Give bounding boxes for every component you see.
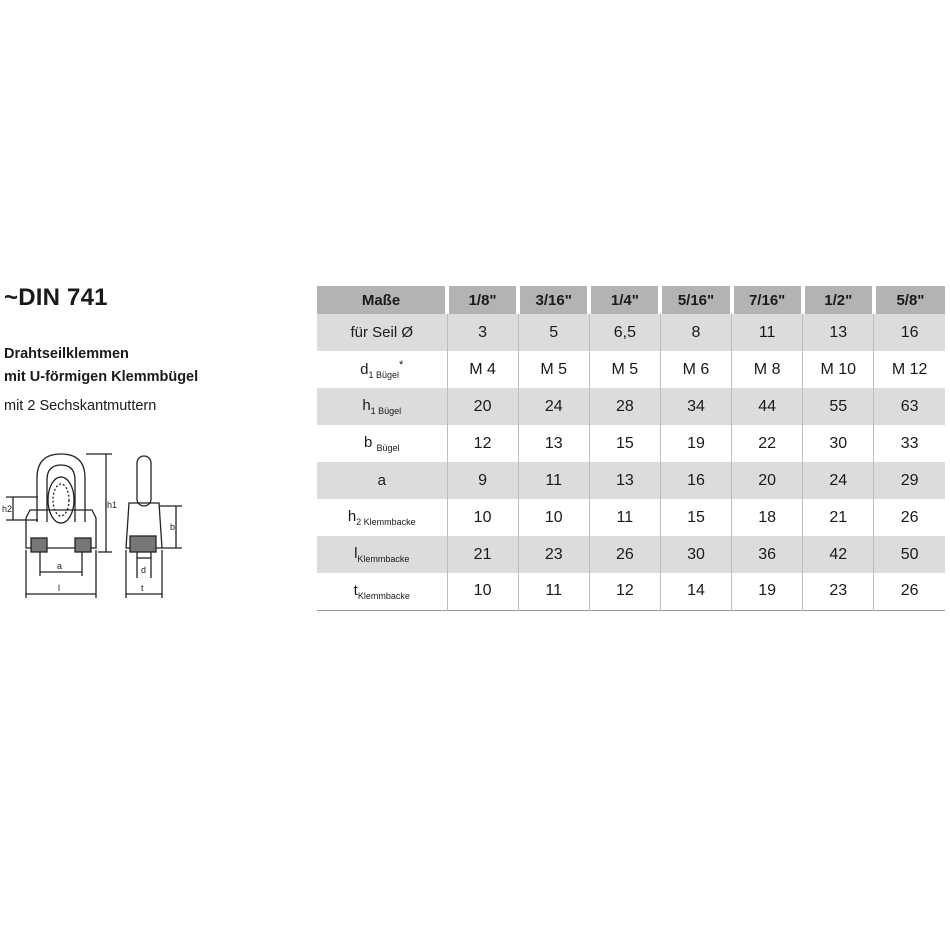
header-col: 1/8": [447, 286, 518, 314]
table-row: [317, 388, 945, 425]
row-label-sub: 1 Bügel: [368, 370, 400, 380]
table-cell: 33: [900, 434, 919, 452]
table-cell: 12: [589, 573, 660, 610]
table-cell: 26: [589, 536, 660, 573]
row-label-main: b: [363, 434, 377, 451]
dimensions-table: [317, 286, 945, 611]
table-cell: 23: [803, 573, 874, 610]
table-cell: 29: [900, 471, 919, 489]
table-cell: M 4: [447, 351, 518, 388]
row-label-main: h: [347, 508, 357, 525]
subtitle-line-1: Drahtseilklemmen: [4, 346, 129, 362]
table-cell: 19: [660, 425, 731, 462]
row-label: [317, 499, 447, 536]
table-cell: M 6: [660, 351, 731, 388]
label-a: a: [57, 561, 63, 571]
table-cell: 44: [732, 388, 803, 425]
header-col: 5/16": [660, 286, 731, 314]
table-cell: 42: [803, 536, 874, 573]
table-cell: 21: [447, 536, 518, 573]
subtitle-line-3: mit 2 Sechskantmuttern: [4, 398, 157, 414]
row-label-main: a: [377, 472, 386, 489]
table-cell: 11: [589, 499, 660, 536]
table-row: [317, 573, 945, 610]
header-col: 1/4": [589, 286, 660, 314]
table-row: [317, 536, 945, 573]
label-b: b: [170, 522, 176, 532]
label-d: d: [141, 565, 147, 575]
table-cell: 10: [447, 573, 518, 610]
row-label-main: t: [353, 581, 358, 599]
table-cell: 16: [900, 323, 919, 341]
header-col: 5/8": [874, 286, 945, 314]
table-cell: 34: [660, 388, 731, 425]
table-cell: 14: [660, 573, 731, 610]
row-label-sub: 2 Klemmbacke: [356, 517, 416, 527]
table-cell: 9: [447, 462, 518, 499]
page-title: ~DIN 741: [4, 284, 108, 311]
table-cell: M 5: [589, 351, 660, 388]
row-label-sub: 1 Bügel: [370, 406, 402, 416]
table-cell: 24: [518, 388, 589, 425]
label-t: t: [141, 583, 144, 593]
row-label: [317, 425, 447, 462]
table-cell: M 8: [732, 351, 803, 388]
row-label-main: d: [360, 361, 369, 378]
table-row: [317, 462, 945, 499]
table-cell: 36: [732, 536, 803, 573]
subtitle-line-2: mit U-förmigen Klemmbügel: [4, 369, 199, 385]
table-row: [317, 425, 945, 462]
table-cell: 11: [732, 314, 803, 351]
table-cell: 63: [900, 397, 919, 415]
table-cell: 20: [732, 462, 803, 499]
table-cell: 55: [803, 388, 874, 425]
header-col: 7/16": [732, 286, 803, 314]
row-label-main: l: [354, 545, 358, 562]
label-h1: h1: [107, 500, 118, 510]
table-cell: 10: [447, 499, 518, 536]
row-label: [317, 462, 447, 499]
table-row: [317, 499, 945, 536]
table-header-row: [317, 286, 945, 314]
table-cell: 13: [803, 314, 874, 351]
table-cell: 21: [803, 499, 874, 536]
table-cell: 8: [660, 314, 731, 351]
table-row: [317, 314, 945, 351]
table-cell: 28: [589, 388, 660, 425]
row-label-sub: Bügel: [376, 443, 400, 453]
table-row: [317, 351, 945, 388]
label-h2: h2: [2, 504, 13, 514]
row-label-main: für Seil Ø: [350, 324, 414, 341]
table-cell: 22: [732, 425, 803, 462]
wire-rope-clip-drawing: [0, 448, 200, 608]
table-cell: 23: [518, 536, 589, 573]
table-cell: 18: [732, 499, 803, 536]
header-masse: Maße: [317, 286, 447, 314]
table-cell: M 10: [803, 351, 874, 388]
table-cell: 24: [803, 462, 874, 499]
table-cell: 50: [900, 545, 919, 563]
header-col: 3/16": [518, 286, 589, 314]
table-cell: 16: [660, 462, 731, 499]
table-cell: M 5: [518, 351, 589, 388]
table-cell: 26: [900, 508, 919, 526]
table-cell: 10: [518, 499, 589, 536]
table-cell: 15: [660, 499, 731, 536]
table-cell: 13: [589, 462, 660, 499]
table-cell: 5: [518, 314, 589, 351]
table-cell: 30: [803, 425, 874, 462]
row-label: [317, 388, 447, 425]
row-label: [317, 351, 447, 388]
front-view: [6, 454, 112, 598]
row-label-sub: Klemmbacke: [357, 554, 410, 564]
table-cell: 13: [518, 425, 589, 462]
table-cell: 11: [518, 573, 589, 610]
table-cell: 12: [447, 425, 518, 462]
table-cell: 11: [518, 462, 589, 499]
row-label: [317, 536, 447, 573]
table-cell: 15: [589, 425, 660, 462]
table-cell: 26: [900, 582, 919, 600]
table-cell: 20: [447, 388, 518, 425]
row-label-sub: Klemmbacke: [357, 590, 410, 601]
header-col: 1/2": [803, 286, 874, 314]
row-label: [317, 314, 447, 351]
table-cell: 3: [447, 314, 518, 351]
row-label-main: h: [362, 397, 371, 414]
label-l: l: [58, 583, 60, 593]
row-label-sup: *: [399, 359, 404, 371]
row-label: [317, 573, 447, 610]
table-cell: M 12: [891, 360, 928, 378]
table-cell: 30: [660, 536, 731, 573]
table-cell: 19: [732, 573, 803, 610]
table-cell: 6,5: [589, 314, 660, 351]
